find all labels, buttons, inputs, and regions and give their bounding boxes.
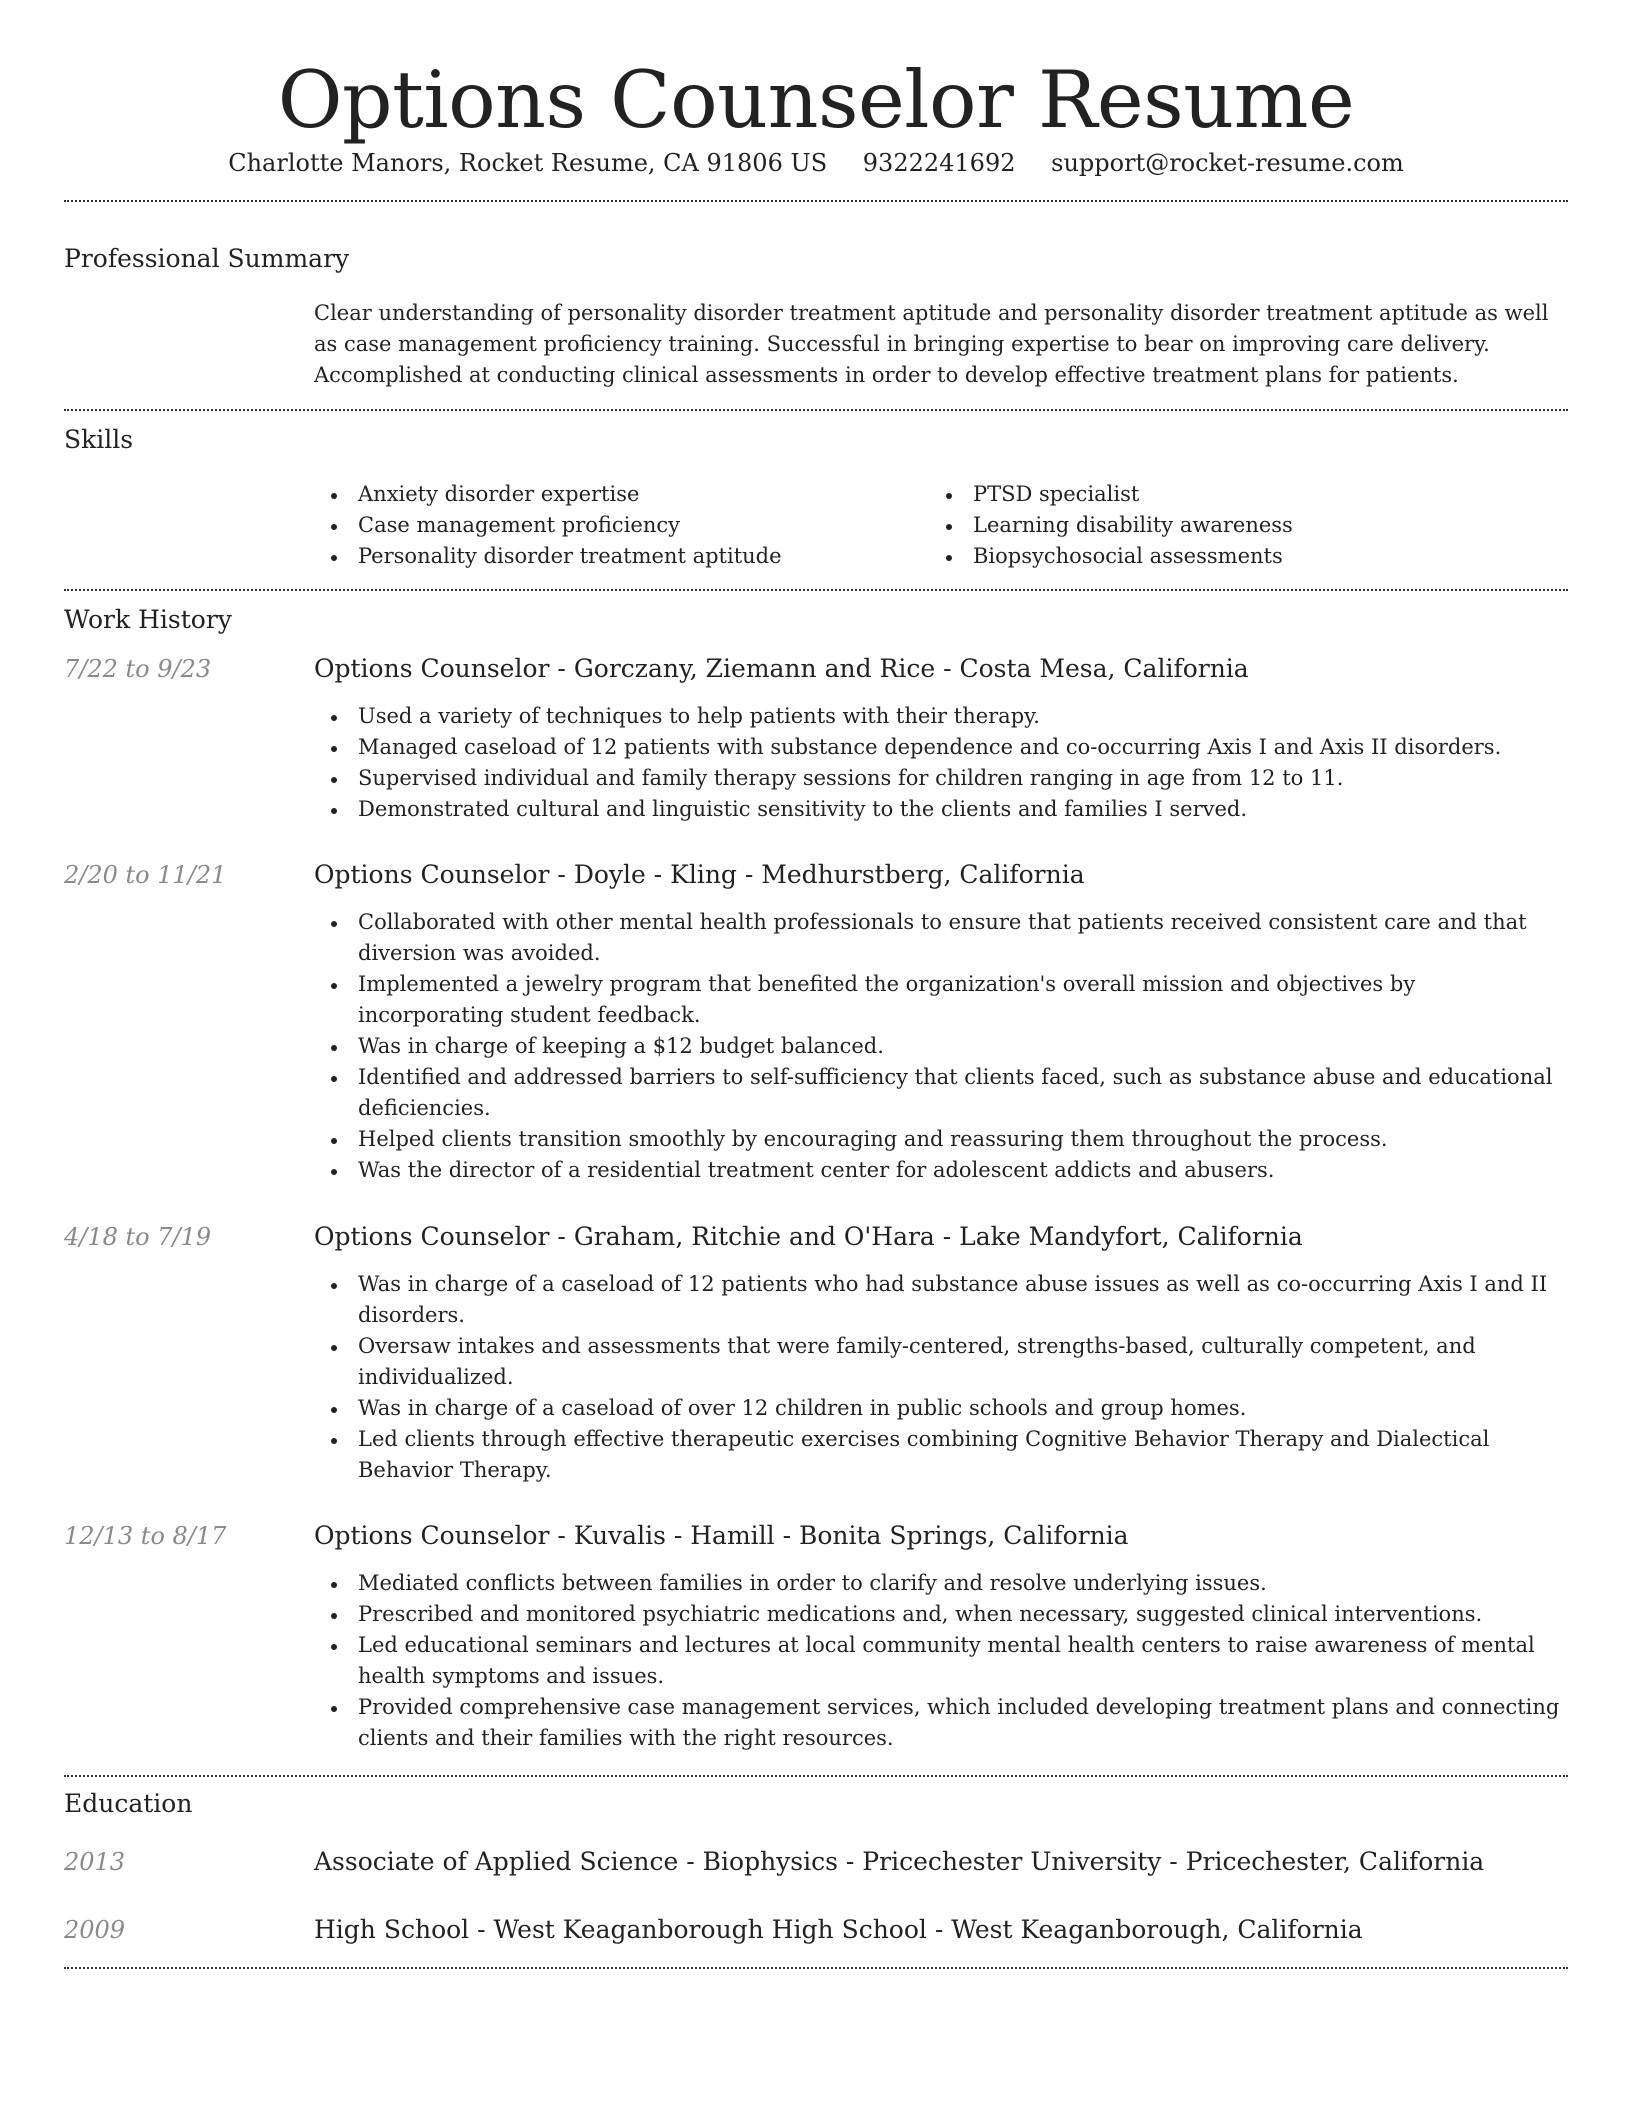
- job-entry: [64, 1219, 1568, 1518]
- skill-item: Learning disability awareness: [973, 510, 1544, 541]
- contact-address: Charlotte Manors, Rocket Resume, CA 91806 US: [228, 149, 828, 177]
- skill-item: PTSD specialist: [973, 479, 1544, 510]
- education-year: 2009: [64, 1916, 126, 1944]
- job-entry: [64, 857, 1568, 1219]
- work-history-section: [64, 591, 1568, 1775]
- job-bullet: Used a variety of techniques to help patients with their therapy.: [358, 701, 1564, 732]
- job-bullet: Supervised individual and family therapy sessions for children ranging in age from 12 to 11.: [358, 763, 1564, 794]
- job-bullet: Was in charge of a caseload of over 12 children in public schools and group homes.: [358, 1393, 1564, 1424]
- job-title: Options Counselor - Graham, Ritchie and O'Hara - Lake Mandyfort, California: [314, 1222, 1303, 1251]
- education-text: Associate of Applied Science - Biophysics - Pricechester University - Pricechester, California: [314, 1847, 1485, 1876]
- job-bullet: Managed caseload of 12 patients with substance dependence and co-occurring Axis I and Axis II disorders.: [358, 732, 1564, 763]
- skill-item: Case management proficiency: [358, 510, 929, 541]
- job-bullets: [314, 1568, 1564, 1754]
- education-entry: [64, 1915, 1568, 1983]
- work-history-heading: Work History: [64, 605, 232, 634]
- job-bullet: Led educational seminars and lectures at local community mental health centers to raise awareness of mental health symptoms and issues.: [358, 1630, 1564, 1692]
- job-bullet: Identified and addressed barriers to self-sufficiency that clients faced, such as substance abuse and educational deficiencies.: [358, 1062, 1564, 1124]
- skills-heading: Skills: [64, 425, 134, 454]
- summary-text: Clear understanding of personality disorder treatment aptitude and personality disorder treatment aptitude as well as case management proficiency training. Successful in bringing expertise to bear on improving care delivery. Accomplished at conducting clinical assessments in order to develop effective treatment plans for patients.: [314, 301, 1549, 387]
- skill-item: Anxiety disorder expertise: [358, 479, 929, 510]
- job-dates: 4/18 to 7/19: [64, 1223, 212, 1251]
- page-title: Options Counselor Resume: [277, 54, 1355, 146]
- skill-item: Biopsychosocial assessments: [973, 541, 1544, 572]
- summary-section: [64, 202, 1568, 409]
- job-bullet: Led clients through effective therapeutic exercises combining Cognitive Behavior Therapy and Dialectical Behavior Therapy.: [358, 1424, 1564, 1486]
- job-bullet: Was in charge of keeping a $12 budget balanced.: [358, 1031, 1564, 1062]
- job-bullets: [314, 907, 1564, 1186]
- job-bullet: Demonstrated cultural and linguistic sensitivity to the clients and families I served.: [358, 794, 1564, 825]
- job-title: Options Counselor - Kuvalis - Hamill - Bonita Springs, California: [314, 1521, 1129, 1550]
- skills-section: [64, 411, 1568, 589]
- job-bullet: Was the director of a residential treatment center for adolescent addicts and abusers.: [358, 1155, 1564, 1186]
- education-year: 2013: [64, 1848, 126, 1876]
- job-bullet: Was in charge of a caseload of 12 patients who had substance abuse issues as well as co-occurring Axis I and II disorders.: [358, 1269, 1564, 1331]
- job-dates: 2/20 to 11/21: [64, 861, 227, 889]
- job-dates: 7/22 to 9/23: [64, 655, 212, 683]
- job-entry: [64, 1518, 1568, 1758]
- skills-column-2: [929, 479, 1544, 572]
- job-dates: 12/13 to 8/17: [64, 1522, 227, 1550]
- education-heading: Education: [64, 1789, 193, 1818]
- job-title: Options Counselor - Doyle - Kling - Medhurstberg, California: [314, 860, 1085, 889]
- job-bullets: [314, 701, 1564, 825]
- job-bullets: [314, 1269, 1564, 1486]
- job-bullet: Mediated conflicts between families in order to clarify and resolve underlying issues.: [358, 1568, 1564, 1599]
- contact-email: support@rocket-resume.com: [1051, 149, 1404, 177]
- job-bullet: Helped clients transition smoothly by encouraging and reassuring them throughout the process.: [358, 1124, 1564, 1155]
- education-section: [64, 1777, 1568, 1967]
- contact-phone: 9322241692: [862, 149, 1016, 177]
- education-text: High School - West Keaganborough High School - West Keaganborough, California: [314, 1915, 1363, 1944]
- job-bullet: Provided comprehensive case management services, which included developing treatment plans and connecting clients and their families with the right resources.: [358, 1692, 1564, 1754]
- job-bullet: Prescribed and monitored psychiatric medications and, when necessary, suggested clinical interventions.: [358, 1599, 1564, 1630]
- job-bullet: Oversaw intakes and assessments that were family-centered, strengths-based, culturally competent, and individualized.: [358, 1331, 1564, 1393]
- education-entry: [64, 1847, 1568, 1915]
- skills-grid: [64, 479, 1568, 572]
- job-bullet: Collaborated with other mental health professionals to ensure that patients received consistent care and that diversion was avoided.: [358, 907, 1564, 969]
- skills-column-1: [314, 479, 929, 572]
- job-entry: [64, 651, 1568, 857]
- job-title: Options Counselor - Gorczany, Ziemann and Rice - Costa Mesa, California: [314, 654, 1249, 683]
- job-bullet: Implemented a jewelry program that benefited the organization's overall mission and objectives by incorporating student feedback.: [358, 969, 1564, 1031]
- contact-line: [64, 148, 1568, 200]
- skill-item: Personality disorder treatment aptitude: [358, 541, 929, 572]
- summary-heading: Professional Summary: [64, 244, 350, 273]
